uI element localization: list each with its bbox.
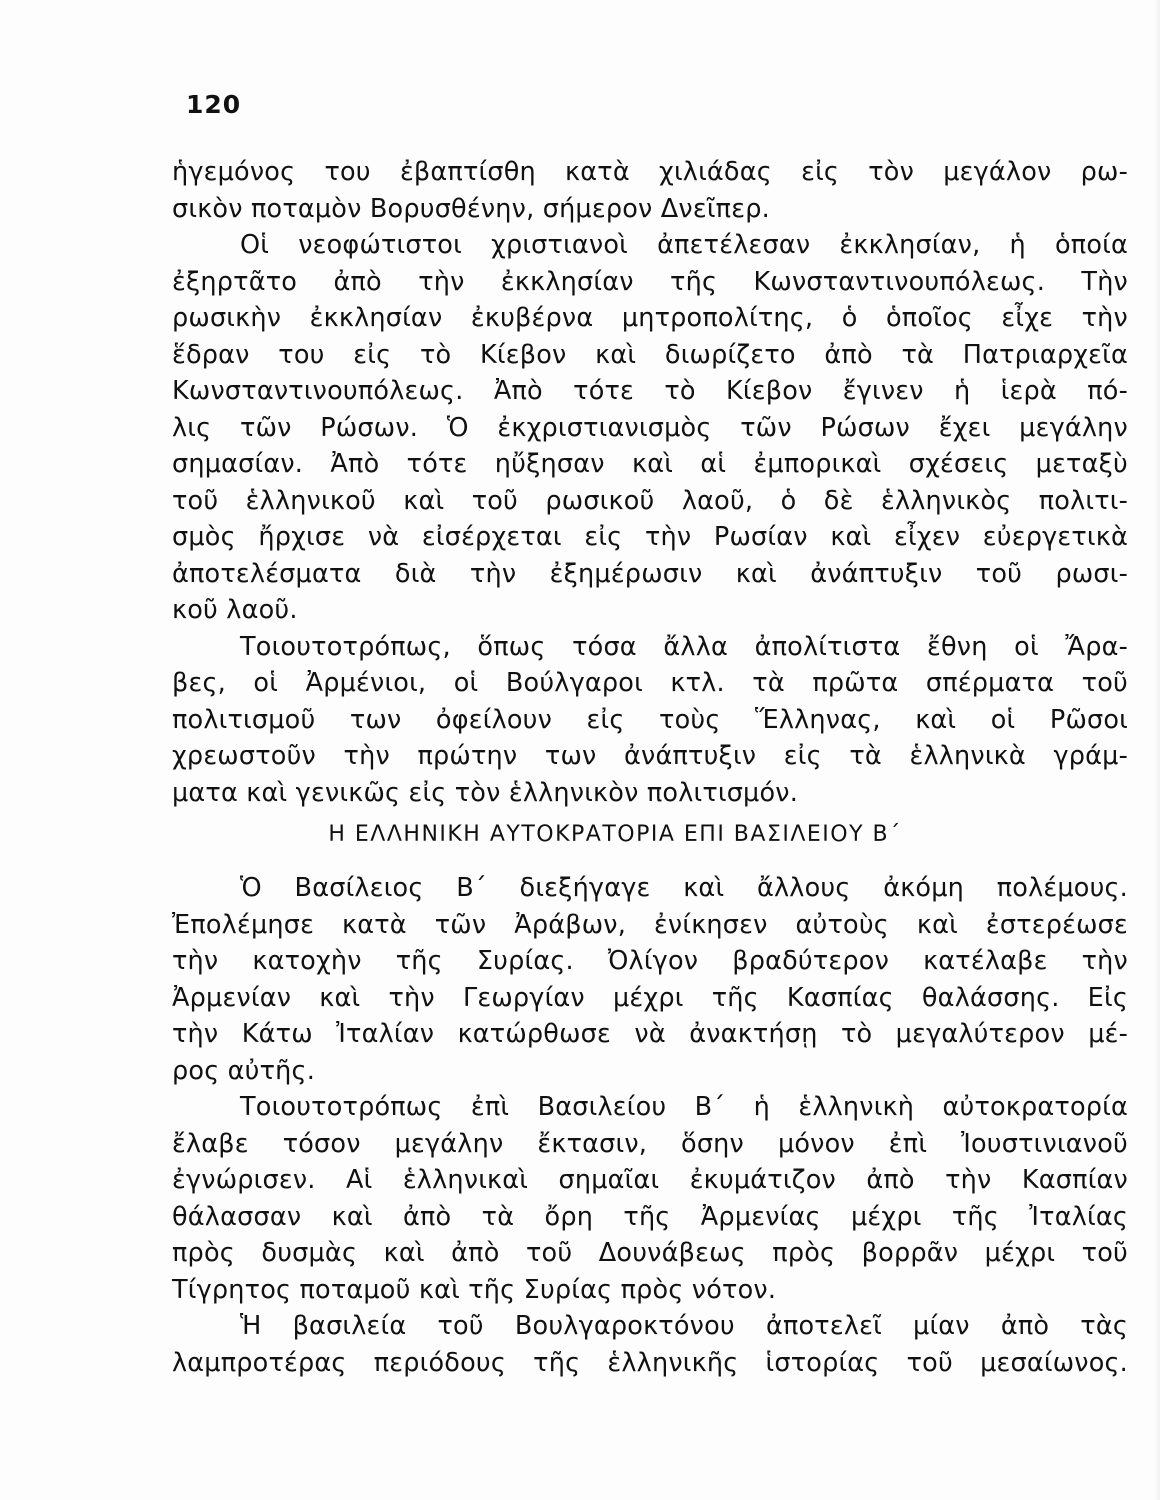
text-line: τοῦ ἑλληνικοῦ καὶ τοῦ ρωσικοῦ λαοῦ, ὁ δὲ ἑλληνικὸς πολιτι- [172, 485, 1128, 516]
text-line: ρωσικὴν ἐκκλησίαν ἐκυβέρνα μητροπολίτης, ὁ ὁποῖος εἶχε τὴν [172, 303, 1128, 333]
text-line: σημασίαν. Ἀπὸ τότε ηὔξησαν καὶ αἱ ἐμπορικαὶ σχέσεις μεταξὺ [172, 449, 1128, 479]
section-2-text [172, 870, 1128, 1381]
text-line: λις τῶν Ρώσων. Ὁ ἐκχριστιανισμὸς τῶν Ρώσων ἔχει μεγάλην [172, 412, 1128, 443]
scan-edge-shadow [1154, 0, 1160, 1500]
text-line: σικὸν ποταμὸν Βορυσθένην, σήμερον Δνεῖπερ. [172, 193, 770, 224]
text-line: ματα καὶ γενικῶς εἰς τὸν ἑλληνικὸν πολιτισμόν. [172, 777, 799, 808]
text-line: τὴν Κάτω Ἰταλίαν κατώρθωσε νὰ ἀνακτήσῃ τὸ μεγαλύτερον μέ- [172, 1019, 1128, 1049]
text-line: ἡγεμόνος του ἐβαπτίσθη κατὰ χιλιάδας εἰς τὸν μεγάλον ρω- [172, 157, 1128, 187]
page-number: 120 [186, 90, 242, 119]
text-line: Τοιουτοτρόπως, ὅπως τόσα ἄλλα ἀπολίτιστα ἔθνη οἱ Ἄρα- [240, 631, 1128, 662]
text-line: Κωνσταντινουπόλεως. Ἀπὸ τότε τὸ Κίεβον ἔγινεν ἡ ἱερὰ πό- [172, 376, 1128, 406]
text-line: ρος αὐτῆς. [172, 1055, 316, 1086]
text-line: πρὸς δυσμὰς καὶ ἀπὸ τοῦ Δουνάβεως πρὸς βορρᾶν μέχρι τοῦ [172, 1238, 1128, 1268]
text-line: ἔλαβε τόσον μεγάλην ἔκτασιν, ὅσην μόνον ἐπὶ Ἰουστινιανοῦ [172, 1128, 1128, 1159]
text-line: Ἀρμενίαν καὶ τὴν Γεωργίαν μέχρι τῆς Κασπίας θαλάσσης. Εἰς [172, 982, 1128, 1013]
text-line: θάλασσαν καὶ ἀπὸ τὰ ὄρη τῆς Ἀρμενίας μέχρι τῆς Ἰταλίας [172, 1201, 1128, 1232]
section-1-text [172, 154, 1128, 811]
text-line: Τίγρητος ποταμοῦ καὶ τῆς Συρίας πρὸς νότον. [172, 1274, 777, 1305]
text-line: ἐξηρτᾶτο ἀπὸ τὴν ἐκκλησίαν τῆς Κωνσταντινουπόλεως. Τὴν [172, 266, 1128, 297]
text-line: κοῦ λαοῦ. [172, 595, 298, 625]
text-line: χρεωστοῦν τὴν πρώτην των ἀνάπτυξιν εἰς τὰ ἑλληνικὰ γράμ- [172, 741, 1128, 771]
text-line: πολιτισμοῦ των ὀφείλουν εἰς τοὺς Ἕλληνας, καὶ οἱ Ρῶσοι [172, 704, 1128, 735]
text-line: Ὁ Βασίλειος Β΄ διεξήγαγε καὶ ἄλλους ἀκόμη πολέμους. [240, 873, 1128, 903]
text-line: βες, οἱ Ἀρμένιοι, οἱ Βούλγαροι κτλ. τὰ πρῶτα σπέρματα τοῦ [172, 668, 1128, 698]
text-line: Ἡ βασιλεία τοῦ Βουλγαροκτόνου ἀποτελεῖ μίαν ἀπὸ τὰς [240, 1311, 1128, 1341]
section-heading: Η ΕΛΛΗΝΙΚΗ ΑΥΤΟΚΡΑΤΟΡΙΑ ΕΠΙ ΒΑΣΙΛΕΙΟΥ Β΄ [328, 822, 902, 847]
text-line: ἕδραν του εἰς τὸ Κίεβον καὶ διωρίζετο ἀπὸ τὰ Πατριαρχεῖα [172, 339, 1128, 370]
text-line: λαμπροτέρας περιόδους τῆς ἑλληνικῆς ἱστορίας τοῦ μεσαίωνος. [172, 1347, 1128, 1378]
text-line: ἀποτελέσματα διὰ τὴν ἐξημέρωσιν καὶ ἀνάπτυξιν τοῦ ρωσι- [172, 558, 1128, 589]
text-line: Οἱ νεοφώτιστοι χριστιανοὶ ἀπετέλεσαν ἐκκλησίαν, ἡ ὁποία [240, 230, 1128, 260]
text-line: τὴν κατοχὴν τῆς Συρίας. Ὀλίγον βραδύτερον κατέλαβε τὴν [172, 946, 1128, 976]
text-line: Ἐπολέμησε κατὰ τῶν Ἀράβων, ἐνίκησεν αὐτοὺς καὶ ἐστερέωσε [172, 909, 1128, 940]
text-line: σμὸς ἤρχισε νὰ εἰσέρχεται εἰς τὴν Ρωσίαν καὶ εἶχεν εὐεργετικὰ [172, 522, 1128, 552]
text-line: ἐγνώρισεν. Αἱ ἑλληνικαὶ σημαῖαι ἐκυμάτιζον ἀπὸ τὴν Κασπίαν [172, 1165, 1128, 1195]
text-line: Τοιουτοτρόπως ἐπὶ Βασιλείου Β΄ ἡ ἑλληνικὴ αὐτοκρατορία [240, 1092, 1128, 1122]
